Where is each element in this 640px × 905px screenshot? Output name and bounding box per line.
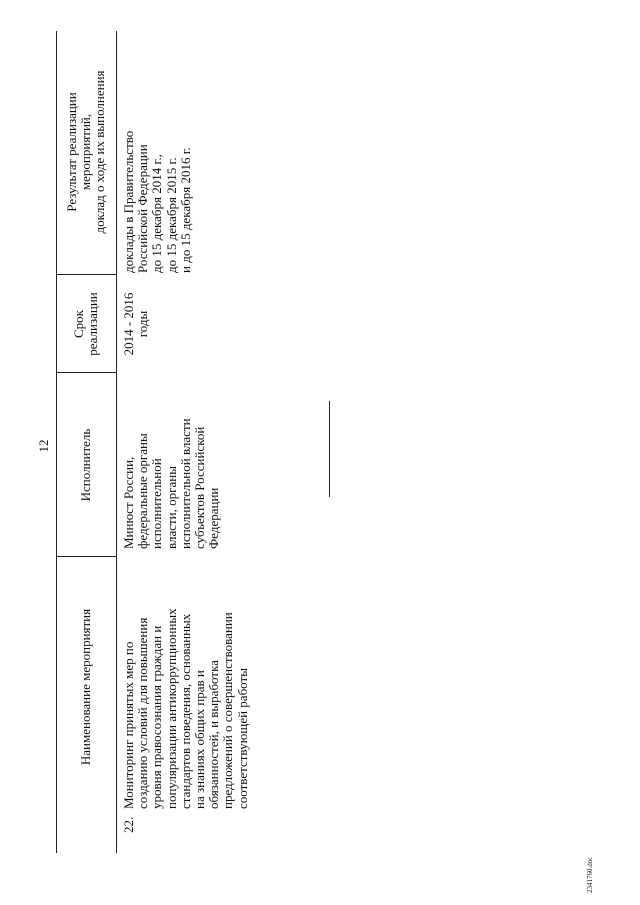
row-name-cell: Мониторинг принятых мер по созданию условий для повышения уровня правосознания граждан и популяризации антикоррупционных стандартов поведения, основанных на знаниях общих прав и обязанностей, и выработка предложений о совершенствовании соответствующей работы — [121, 608, 250, 809]
table-header-bottom-rule — [116, 31, 117, 853]
header-deadline: Срок реализации — [71, 292, 101, 356]
row-result-cell: доклады в Правительство Российской Федерации до 15 декабря 2014 г., до 15 декабря 2015 г. и до 15 декабря 2016 г. — [121, 130, 193, 273]
document-code: 2341760.doc — [586, 856, 594, 893]
header-result: Результат реализации мероприятий, доклад о ходе их выполнения — [64, 70, 108, 234]
row-deadline-cell: 2014 - 2016 годы — [121, 292, 151, 356]
header-executor: Исполнитель — [78, 428, 93, 502]
row-number: 22. — [121, 816, 136, 833]
end-separator-line — [329, 401, 330, 497]
column-divider-deadline — [56, 372, 116, 373]
table-top-rule — [56, 31, 57, 853]
header-name: Наименование мероприятия — [78, 608, 93, 766]
row-executor-cell: Минюст России, федеральные органы исполнительной власти, органы исполнительной власти субъектов Российской Федерации — [121, 418, 222, 549]
column-divider-executor — [56, 556, 116, 557]
page-number: 12 — [36, 439, 51, 453]
column-divider-result — [56, 274, 116, 275]
